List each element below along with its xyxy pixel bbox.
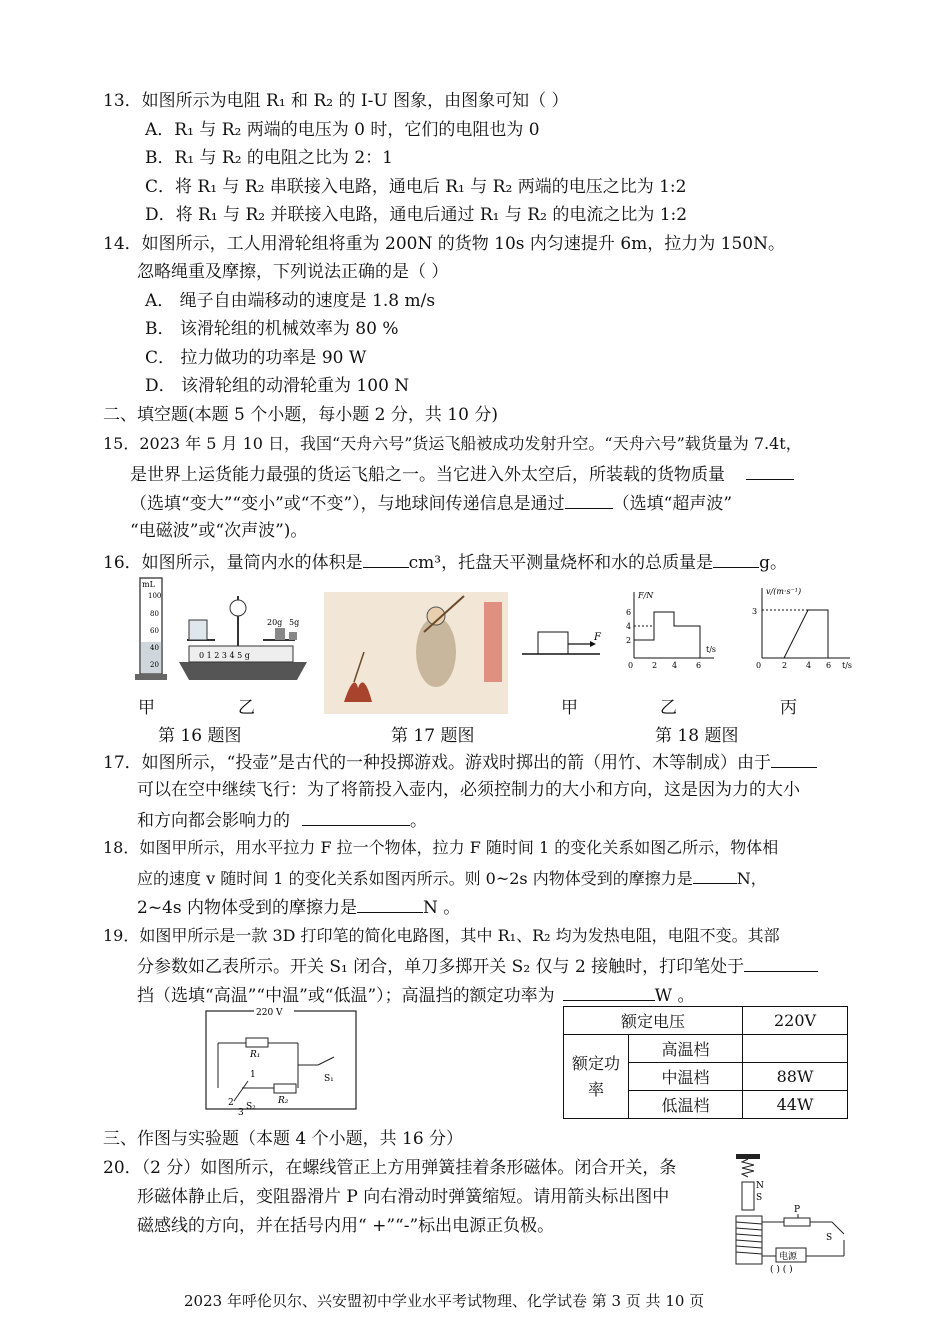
q17-line1 (103, 750, 817, 774)
q15-blank-2[interactable] (565, 491, 613, 509)
cylinder-base (135, 674, 167, 680)
q17-line3-text: 和方向都会影响力的 (137, 811, 290, 831)
q16-text-b: cm³，托盘天平测量烧杯和水的总质量是 (408, 553, 714, 573)
high-value[interactable] (743, 1035, 848, 1063)
q14-option-d: D． 该滑轮组的动滑轮重为 100 N (145, 376, 410, 396)
v-curve (784, 610, 828, 658)
q19-line2-text: 分参数如乙表所示。开关 S₁ 闭合，单刀多掷开关 S₂ 仅与 2 接触时，打印笔处于 (137, 957, 745, 977)
q20-line3: 磁感线的方向，并在括号内用“ +”“-”标出电源正负极。 (137, 1216, 555, 1236)
q18-blank-2[interactable] (357, 895, 423, 913)
figure-18-ft-graph (622, 588, 718, 672)
q13-option-c: C．将 R₁ 与 R₂ 串联接入电路，通电后 R₁ 与 R₂ 两端的电压之比为 1:2 (145, 177, 687, 197)
switch (832, 1222, 844, 1234)
mid-label: 中温档 (629, 1063, 743, 1091)
q19-line1: 19．如图甲所示是一款 3D 打印笔的简化电路图，其中 R₁、R₂ 均为发热电阻，电阻不变。其部 (103, 926, 780, 945)
vt-t0: 0 (756, 661, 762, 670)
q18-line2 (137, 866, 767, 890)
q19-spec-table (563, 1006, 848, 1119)
fig16-jia: 甲 (138, 698, 155, 718)
q15-line3-text-a: （选填“变大”“变小”或“不变”），与地球间传递信息是通过 (130, 494, 565, 514)
high-label: 高温档 (629, 1035, 743, 1063)
ft-t0: 0 (628, 661, 634, 670)
q16-line (103, 550, 787, 574)
s1-switch (318, 1057, 334, 1065)
tick-80: 80 (150, 610, 159, 618)
q16-text-a: 16．如图所示，量筒内水的体积是 (103, 553, 363, 573)
balance-ruler: 0 1 2 3 4 5 g (199, 651, 250, 660)
q16-blank-1[interactable] (363, 550, 409, 568)
weight-5g (289, 632, 297, 640)
q19-blank-2[interactable] (563, 983, 655, 1001)
q15-line4: “电磁波”或“次声波”)。 (130, 521, 308, 541)
q13-option-a: A．R₁ 与 R₂ 两端的电压为 0 时，它们的电阻也为 0 (145, 120, 540, 140)
slider-p: P (794, 1205, 801, 1215)
block (538, 632, 568, 654)
s2-p3: 3 (238, 1108, 244, 1118)
r2-label: R₂ (278, 1096, 289, 1106)
fig18-caption: 第 18 题图 (655, 726, 739, 746)
tick-20: 20 (150, 661, 159, 669)
fig18-yi: 乙 (660, 698, 677, 718)
q18-line3 (137, 895, 460, 919)
q16-blank-2[interactable] (713, 550, 759, 568)
table-row (564, 1035, 848, 1063)
s2-label: S₂ (246, 1102, 256, 1112)
ft-t2: 2 (652, 661, 658, 670)
figure-woman (484, 602, 502, 682)
figure-18-vt-graph (750, 584, 860, 670)
w20-label: 20g (267, 618, 283, 627)
q14-stem-line1: 14．如图所示，工人用滑轮组将重为 200N 的货物 10s 内匀速提升 6m，拉力为 150N。 (103, 234, 785, 254)
section-2-heading: 二、填空题(本题 5 个小题，每小题 2 分，共 10 分) (103, 405, 498, 425)
q13-stem: 13．如图所示为电阻 R₁ 和 R₂ 的 I-U 图象，由图象可知（ ） (103, 91, 569, 111)
figure-20-solenoid (722, 1152, 852, 1274)
fig16-yi: 乙 (238, 698, 255, 718)
circuit-loop (206, 1011, 356, 1109)
q18-line3-text: 2~4s 内物体受到的摩擦力是 (137, 898, 358, 918)
q17-blank-2[interactable] (302, 808, 410, 826)
fig18-jia: 甲 (561, 698, 578, 718)
ft-ts: t/s (706, 645, 717, 654)
beaker (189, 620, 207, 640)
ml-label: mL (142, 580, 155, 589)
tick-60: 60 (150, 627, 159, 635)
q17-line3-end: 。 (410, 811, 427, 831)
power-label: 电源 (779, 1252, 798, 1262)
tick-100: 100 (148, 592, 162, 600)
section-3-heading: 三、作图与实验题（本题 4 个小题，共 16 分） (103, 1129, 464, 1149)
r1-label: R₁ (250, 1050, 261, 1060)
vt-t6: 6 (826, 661, 832, 670)
q19-blank-1[interactable] (744, 954, 818, 972)
fig17-caption: 第 17 题图 (391, 726, 475, 746)
vt-ts: t/s (842, 661, 853, 670)
q15-line2 (130, 462, 794, 486)
s1-label: S₁ (324, 1074, 334, 1084)
figure-man (416, 617, 456, 687)
q15-line1: 15．2023 年 5 月 10 日，我国“天舟六号”货运飞船被成功发射升空。“天舟六号”载货量为 7.4t， (103, 434, 802, 453)
vt-t2: 2 (782, 661, 788, 670)
q14-stem-line2: 忽略绳重及摩擦，下列说法正确的是（ ） (137, 262, 449, 282)
tick-40: 40 (150, 644, 159, 652)
q13-option-d: D．将 R₁ 与 R₂ 并联接入电路，通电后通过 R₁ 与 R₂ 的电流之比为 1:2 (145, 205, 688, 225)
q19-line2 (137, 954, 818, 978)
q18-blank-1[interactable] (693, 866, 737, 884)
q15-line3 (130, 491, 732, 515)
rheostat (784, 1218, 810, 1226)
magnet-n: N (756, 1181, 764, 1191)
q15-blank-1[interactable] (746, 462, 794, 480)
fn-label: F/N (638, 591, 654, 600)
balance-base (179, 662, 307, 680)
w5-label: 5g (289, 618, 300, 627)
q19-line3-text: 挡（选填“高温”“中温”或“低温”）；高温挡的额定功率为 (137, 986, 555, 1006)
q19-line3-end: W 。 (654, 986, 695, 1006)
force-label: F (594, 632, 601, 643)
q17-line2: 可以在空中继续飞行：为了将箭投入壶内，必须控制力的大小和方向，这是因为力的大小 (137, 780, 800, 800)
table-row (564, 1007, 848, 1035)
v3: 3 (752, 607, 758, 616)
q14-option-a: A． 绳子自由端移动的速度是 1.8 m/s (145, 291, 436, 311)
f6: 6 (626, 608, 632, 617)
q20-line2: 形磁体静止后，变阻器滑片 P 向右滑动时弹簧缩短。请用箭头标出图中 (137, 1187, 670, 1207)
ceiling (736, 1154, 760, 1159)
figure-17-touhu-image (324, 592, 508, 714)
source-label: 220 V (256, 1008, 283, 1018)
f2: 2 (626, 636, 632, 645)
fig18-bing: 丙 (780, 698, 797, 718)
balance-dial (230, 600, 246, 616)
rated-voltage-value: 220V (743, 1007, 848, 1035)
q15-line3-text-b: （选填“超声波” (612, 494, 733, 514)
q18-line1: 18．如图甲所示，用水平拉力 F 拉一个物体，拉力 F 随时间 1 的变化关系如图乙所示，物体相 (103, 838, 779, 857)
vt-t4: 4 (806, 661, 812, 670)
spring (742, 1159, 754, 1177)
f4: 4 (626, 622, 632, 631)
q14-option-b: B． 该滑轮组的机械效率为 80 % (145, 319, 399, 339)
figure-18-block (518, 626, 604, 666)
weight-20g (275, 628, 285, 640)
fig16-caption: 第 16 题图 (158, 726, 242, 746)
r2 (274, 1084, 296, 1093)
low-label: 低温档 (629, 1091, 743, 1119)
r1 (246, 1038, 268, 1047)
q20-line1: 20．（2 分）如图所示，在螺线管正上方用弹簧挂着条形磁体。闭合开关，条 (103, 1158, 677, 1178)
rated-voltage-label: 额定电压 (564, 1007, 743, 1035)
s2-p1: 1 (250, 1070, 256, 1080)
s2-p2: 2 (228, 1098, 234, 1108)
polarity-brackets[interactable]: ( ) ( ) (770, 1265, 793, 1274)
q17-line1-text: 17．如图所示，“投壶”是古代的一种投掷游戏。游戏时掷出的箭（用竹、木等制成）由于 (103, 753, 772, 773)
q17-line3 (137, 808, 427, 832)
ft-t6: 6 (696, 661, 702, 670)
page-footer: 2023 年呼伦贝尔、兴安盟初中学业水平考试物理、化学试卷 第 3 页 共 10 页 (184, 1292, 705, 1310)
q17-blank-1[interactable] (771, 750, 817, 768)
rated-power-label: 额定功率 (564, 1035, 629, 1119)
figure-16-graph (135, 576, 315, 686)
q14-option-c: C． 拉力做功的功率是 90 W (145, 348, 367, 368)
mid-value: 88W (743, 1063, 848, 1091)
f-curve (634, 612, 700, 658)
q16-text-c: g。 (759, 553, 787, 573)
q15-line2-text: 是世界上运货能力最强的货运飞船之一。当它进入外太空后，所装载的货物质量 (130, 465, 725, 485)
switch-label: S (826, 1233, 833, 1243)
s2-switch (234, 1081, 248, 1101)
low-value: 44W (743, 1091, 848, 1119)
v-label: v/(m·s⁻¹) (766, 587, 802, 596)
q13-option-b: B．R₁ 与 R₂ 的电阻之比为 2：1 (145, 148, 393, 168)
bar-magnet (742, 1182, 754, 1210)
ft-t4: 4 (672, 661, 678, 670)
q18-line2-end: N， (736, 869, 767, 888)
q18-line2-text: 应的速度 v 随时间 1 的变化关系如图丙所示。则 0~2s 内物体受到的摩擦力是 (137, 869, 693, 888)
magnet-s: S (756, 1193, 763, 1203)
q18-line3-end: N 。 (423, 898, 461, 918)
figure-19-circuit (198, 1003, 364, 1119)
